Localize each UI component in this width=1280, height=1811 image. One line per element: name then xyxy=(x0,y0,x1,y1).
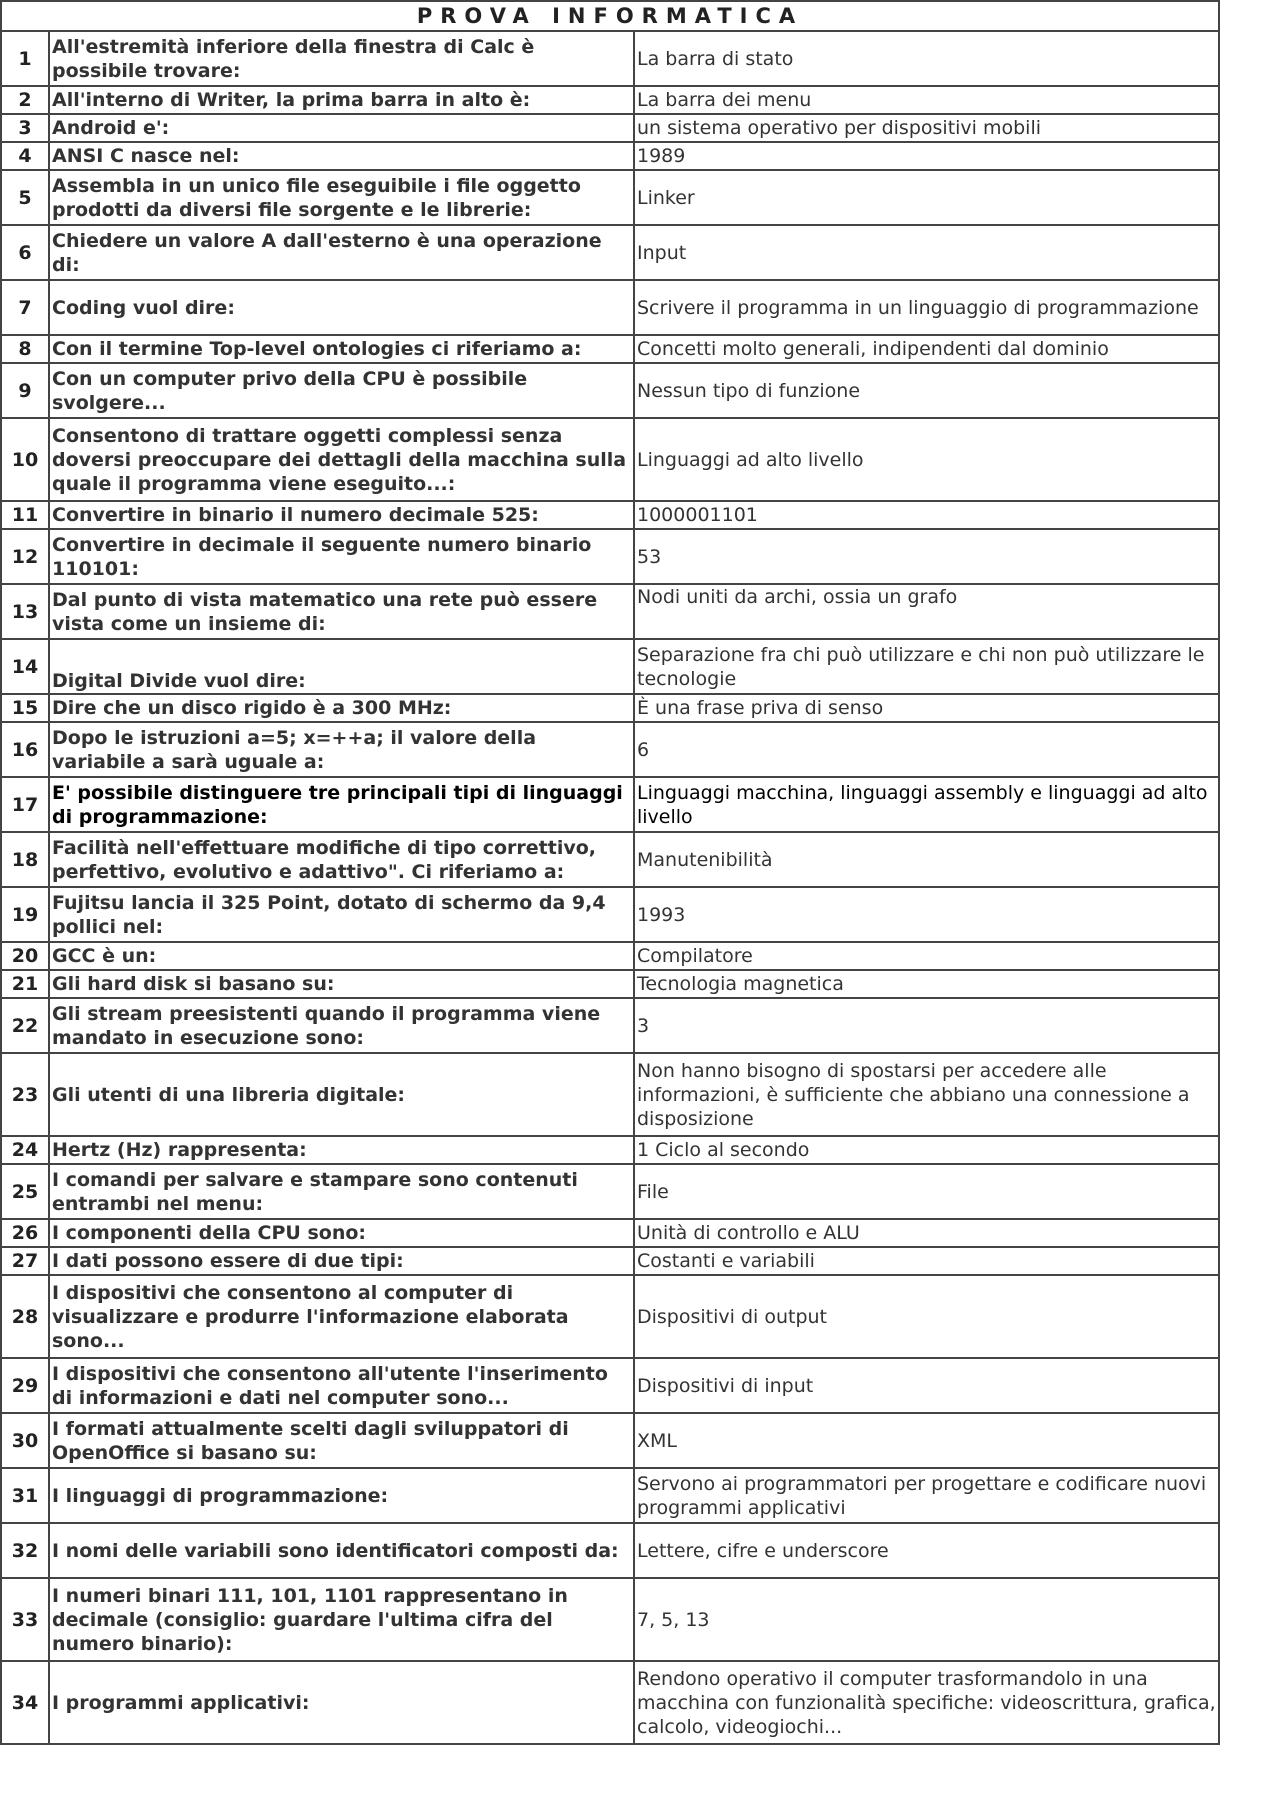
question-number: 19 xyxy=(1,887,49,942)
question-text: Consentono di trattare oggetti complessi senza doversi preoccupare dei dettagli della macchina sulla quale il programma viene eseguito...: xyxy=(49,418,634,501)
question-row xyxy=(1,418,1219,501)
question-number: 30 xyxy=(1,1413,49,1468)
question-text: Chiedere un valore A dall'esterno è una operazione di: xyxy=(49,225,634,280)
question-row xyxy=(1,1053,1219,1136)
question-text: I dispositivi che consentono all'utente l'inserimento di informazioni e dati nel computer sono... xyxy=(49,1358,634,1413)
answer-text: La barra dei menu xyxy=(634,86,1219,114)
question-row xyxy=(1,86,1219,114)
question-text: Gli hard disk si basano su: xyxy=(49,970,634,998)
question-row xyxy=(1,1164,1219,1219)
question-row xyxy=(1,1275,1219,1358)
question-number: 13 xyxy=(1,584,49,639)
answer-text: Separazione fra chi può utilizzare e chi non può utilizzare le tecnologie xyxy=(634,639,1219,694)
answer-text: Rendono operativo il computer trasformandolo in una macchina con funzionalità specifiche: videoscrittura, grafica, calcolo, videogiochi... xyxy=(634,1661,1219,1744)
question-row xyxy=(1,142,1219,170)
question-row xyxy=(1,1219,1219,1247)
question-text: Android e': xyxy=(49,114,634,142)
answer-text: un sistema operativo per dispositivi mobili xyxy=(634,114,1219,142)
question-row xyxy=(1,280,1219,335)
question-row xyxy=(1,529,1219,584)
question-row xyxy=(1,722,1219,777)
question-text: Hertz (Hz) rappresenta: xyxy=(49,1136,634,1164)
question-text: I comandi per salvare e stampare sono contenuti entrambi nel menu: xyxy=(49,1164,634,1219)
question-text: Gli utenti di una libreria digitale: xyxy=(49,1053,634,1136)
answer-text: XML xyxy=(634,1413,1219,1468)
question-text: All'interno di Writer, la prima barra in alto è: xyxy=(49,86,634,114)
answer-text: Linguaggi macchina, linguaggi assembly e linguaggi ad alto livello xyxy=(634,777,1219,832)
answer-text: Linker xyxy=(634,170,1219,225)
question-row xyxy=(1,501,1219,529)
question-number: 24 xyxy=(1,1136,49,1164)
question-number: 17 xyxy=(1,777,49,832)
question-text: Coding vuol dire: xyxy=(49,280,634,335)
question-row xyxy=(1,1578,1219,1661)
question-text: Convertire in binario il numero decimale 525: xyxy=(49,501,634,529)
question-text: ANSI C nasce nel: xyxy=(49,142,634,170)
question-number: 21 xyxy=(1,970,49,998)
answer-text: Nodi uniti da archi, ossia un grafo xyxy=(634,584,1219,639)
question-text: Dire che un disco rigido è a 300 MHz: xyxy=(49,694,634,722)
question-row xyxy=(1,694,1219,722)
sheet-title: PROVA INFORMATICA xyxy=(1,1,1219,31)
answer-text: Lettere, cifre e underscore xyxy=(634,1523,1219,1578)
answer-text: 53 xyxy=(634,529,1219,584)
answer-text: Dispositivi di input xyxy=(634,1358,1219,1413)
question-number: 12 xyxy=(1,529,49,584)
question-number: 5 xyxy=(1,170,49,225)
answer-text: File xyxy=(634,1164,1219,1219)
question-number: 6 xyxy=(1,225,49,280)
question-row xyxy=(1,1523,1219,1578)
question-number: 31 xyxy=(1,1468,49,1523)
question-row xyxy=(1,363,1219,418)
question-number: 22 xyxy=(1,998,49,1053)
question-row xyxy=(1,1468,1219,1523)
question-number: 14 xyxy=(1,639,49,694)
question-text: Fujitsu lancia il 325 Point, dotato di schermo da 9,4 pollici nel: xyxy=(49,887,634,942)
question-number: 27 xyxy=(1,1247,49,1275)
question-text: GCC è un: xyxy=(49,942,634,970)
answer-text: 1 Ciclo al secondo xyxy=(634,1136,1219,1164)
question-number: 33 xyxy=(1,1578,49,1661)
question-text: Convertire in decimale il seguente numero binario 110101: xyxy=(49,529,634,584)
answer-text: È una frase priva di senso xyxy=(634,694,1219,722)
question-text: I dispositivi che consentono al computer di visualizzare e produrre l'informazione elaborata sono... xyxy=(49,1275,634,1358)
title-row xyxy=(1,1,1219,31)
answer-text: Costanti e variabili xyxy=(634,1247,1219,1275)
question-text: Dopo le istruzioni a=5; x=++a; il valore della variabile a sarà uguale a: xyxy=(49,722,634,777)
answer-text: Scrivere il programma in un linguaggio di programmazione xyxy=(634,280,1219,335)
answer-text: Nessun tipo di funzione xyxy=(634,363,1219,418)
question-text: I programmi applicativi: xyxy=(49,1661,634,1744)
question-row xyxy=(1,114,1219,142)
question-text: Assembla in un unico file eseguibile i file oggetto prodotti da diversi file sorgente e le librerie: xyxy=(49,170,634,225)
question-row xyxy=(1,887,1219,942)
question-row xyxy=(1,170,1219,225)
question-number: 4 xyxy=(1,142,49,170)
answer-text: Servono ai programmatori per progettare e codificare nuovi programmi applicativi xyxy=(634,1468,1219,1523)
question-row xyxy=(1,31,1219,86)
question-row xyxy=(1,225,1219,280)
question-number: 7 xyxy=(1,280,49,335)
question-number: 16 xyxy=(1,722,49,777)
question-number: 26 xyxy=(1,1219,49,1247)
answer-text: Manutenibilità xyxy=(634,832,1219,887)
question-row xyxy=(1,1136,1219,1164)
question-text: Gli stream preesistenti quando il programma viene mandato in esecuzione sono: xyxy=(49,998,634,1053)
answer-text: 1989 xyxy=(634,142,1219,170)
question-number: 28 xyxy=(1,1275,49,1358)
question-text: Dal punto di vista matematico una rete può essere vista come un insieme di: xyxy=(49,584,634,639)
question-row xyxy=(1,970,1219,998)
question-row xyxy=(1,1358,1219,1413)
question-text: Digital Divide vuol dire: xyxy=(49,639,634,694)
question-text: I linguaggi di programmazione: xyxy=(49,1468,634,1523)
question-number: 9 xyxy=(1,363,49,418)
question-text: I dati possono essere di due tipi: xyxy=(49,1247,634,1275)
question-text: Con un computer privo della CPU è possibile svolgere... xyxy=(49,363,634,418)
answer-text: Concetti molto generali, indipendenti dal dominio xyxy=(634,335,1219,363)
answer-text: Input xyxy=(634,225,1219,280)
question-text: I formati attualmente scelti dagli sviluppatori di OpenOffice si basano su: xyxy=(49,1413,634,1468)
question-number: 32 xyxy=(1,1523,49,1578)
question-number: 3 xyxy=(1,114,49,142)
answer-text: La barra di stato xyxy=(634,31,1219,86)
question-text: I nomi delle variabili sono identificatori composti da: xyxy=(49,1523,634,1578)
question-row xyxy=(1,832,1219,887)
question-row xyxy=(1,639,1219,694)
question-number: 25 xyxy=(1,1164,49,1219)
question-number: 34 xyxy=(1,1661,49,1744)
question-text: All'estremità inferiore della finestra di Calc è possibile trovare: xyxy=(49,31,634,86)
answer-text: Tecnologia magnetica xyxy=(634,970,1219,998)
question-text: E' possibile distinguere tre principali tipi di linguaggi di programmazione: xyxy=(49,777,634,832)
answer-text: 1000001101 xyxy=(634,501,1219,529)
answer-text: 1993 xyxy=(634,887,1219,942)
question-text: I numeri binari 111, 101, 1101 rappresentano in decimale (consiglio: guardare l'ultima cifra del numero binario): xyxy=(49,1578,634,1661)
question-number: 10 xyxy=(1,418,49,501)
question-row xyxy=(1,998,1219,1053)
answer-text: Unità di controllo e ALU xyxy=(634,1219,1219,1247)
question-text: Facilità nell'effettuare modifiche di tipo correttivo, perfettivo, evolutivo e adattivo". Ci riferiamo a: xyxy=(49,832,634,887)
answer-text: 6 xyxy=(634,722,1219,777)
question-number: 20 xyxy=(1,942,49,970)
question-row xyxy=(1,584,1219,639)
answer-text: Dispositivi di output xyxy=(634,1275,1219,1358)
question-text: Con il termine Top-level ontologies ci riferiamo a: xyxy=(49,335,634,363)
answer-text: Non hanno bisogno di spostarsi per accedere alle informazioni, è sufficiente che abbiano una connessione a disposizione xyxy=(634,1053,1219,1136)
question-number: 29 xyxy=(1,1358,49,1413)
question-row xyxy=(1,335,1219,363)
question-row xyxy=(1,1661,1219,1744)
answer-text: 3 xyxy=(634,998,1219,1053)
answer-text: Compilatore xyxy=(634,942,1219,970)
question-number: 15 xyxy=(1,694,49,722)
question-number: 11 xyxy=(1,501,49,529)
answer-text: 7, 5, 13 xyxy=(634,1578,1219,1661)
question-number: 23 xyxy=(1,1053,49,1136)
question-row xyxy=(1,942,1219,970)
question-number: 8 xyxy=(1,335,49,363)
question-number: 2 xyxy=(1,86,49,114)
question-row xyxy=(1,777,1219,832)
question-number: 1 xyxy=(1,31,49,86)
question-row xyxy=(1,1247,1219,1275)
question-row xyxy=(1,1413,1219,1468)
answer-text: Linguaggi ad alto livello xyxy=(634,418,1219,501)
question-number: 18 xyxy=(1,832,49,887)
question-text: I componenti della CPU sono: xyxy=(49,1219,634,1247)
